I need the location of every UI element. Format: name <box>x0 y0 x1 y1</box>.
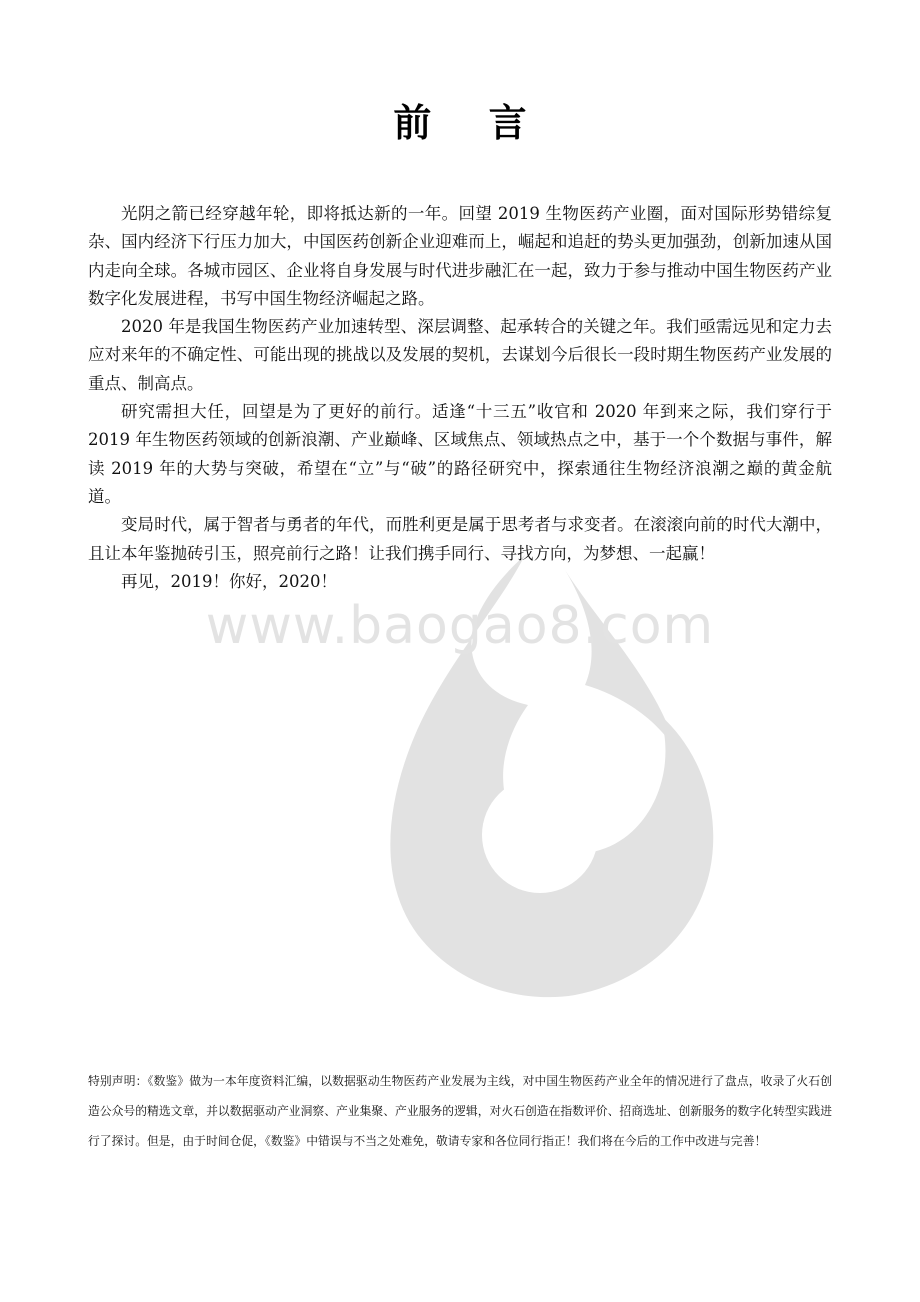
special-notice: 特别声明：《数鉴》做为一本年度资料汇编，以数据驱动生物医药产业发展为主线，对中国生物医药产业全年的情况进行了盘点，收录了火石创造公众号的精选文章，并以数据驱动产业洞察、产业集聚、产业服务的逻辑，对火石创造在指数评价、招商选址、创新服务的数字化转型实践进行了探讨。但是，由于时间仓促，《数鉴》中错误与不当之处难免，敬请专家和各位同行指正！我们将在今后的工作中改进与完善！ <box>88 1074 832 1148</box>
paragraph-5: 再见，2019！你好，2020！ <box>121 571 337 591</box>
paragraph-3: 研究需担大任，回望是为了更好的前行。适逢“十三五”收官和 2020 年到来之际，我们穿行于 2019 年生物医药领域的创新浪潮、产业巅峰、区域焦点、领域热点之中，基于一个个数据与事件，解读 2019 年的大势与突破，希望在“立”与“破”的路径研究中，探索通往生物经济浪潮之巅的黄金航道。 <box>88 402 832 506</box>
preface-body <box>88 200 832 596</box>
paragraph-4: 变局时代，属于智者与勇者的年代，而胜利更是属于思考者与求变者。在滚滚向前的时代大潮中，且让本年鉴抛砖引玉，照亮前行之路！让我们携手同行、寻找方向，为梦想、一起赢！ <box>88 515 832 563</box>
watermark-text: www.baogao8.com <box>205 596 715 656</box>
paragraph-1: 光阴之箭已经穿越年轮，即将抵达新的一年。回望 2019 生物医药产业圈，面对国际形势错综复杂、国内经济下行压力加大，中国医药创新企业迎难而上，崛起和追赶的势头更加强劲，创新加速从国内走向全球。各城市园区、企业将自身发展与时代进步融汇在一起，致力于参与推动中国生物医药产业数字化发展进程，书写中国生物经济崛起之路。 <box>88 204 832 308</box>
page-title: 前 言 <box>393 101 549 145</box>
paragraph-2: 2020 年是我国生物医药产业加速转型、深层调整、起承转合的关键之年。我们亟需远见和定力去应对来年的不确定性、可能出现的挑战以及发展的契机，去谋划今后很长一段时期生物医药产业发展的重点、制高点。 <box>88 317 832 393</box>
